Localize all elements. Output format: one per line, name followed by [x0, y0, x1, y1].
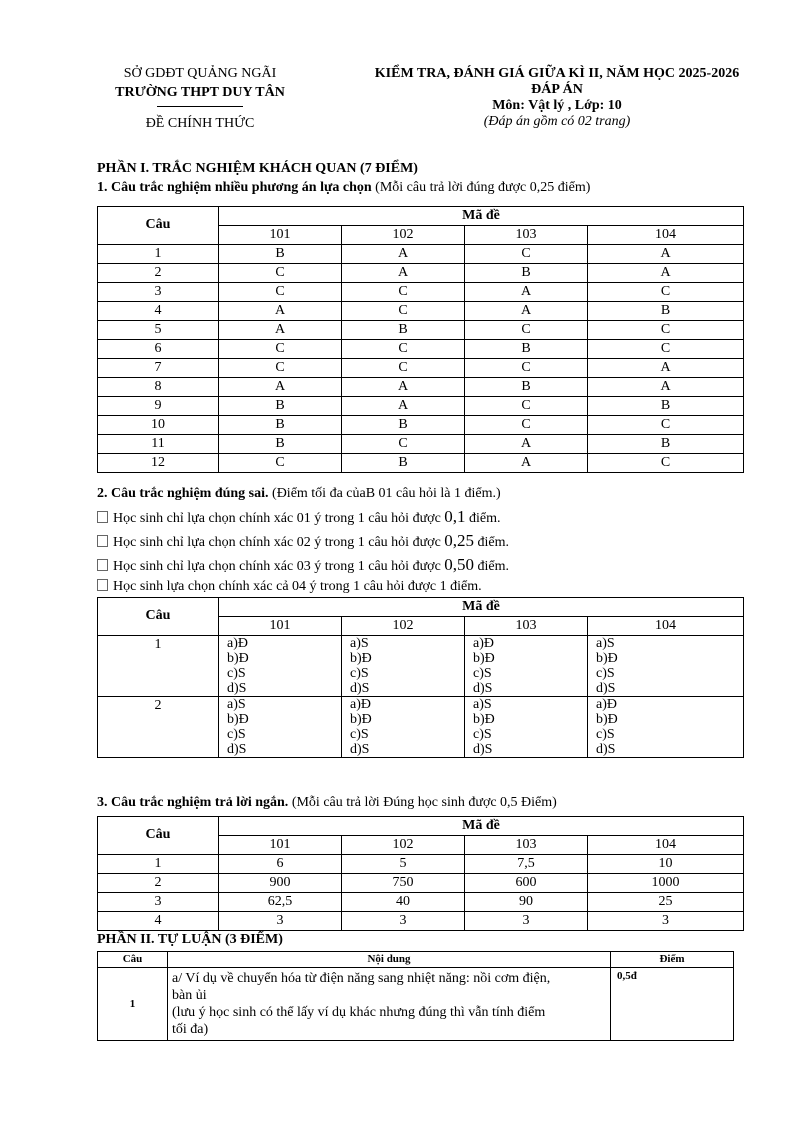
answer-cell: B — [342, 321, 465, 340]
question-number: 1 — [98, 636, 219, 697]
checkbox-icon — [97, 511, 108, 523]
table-row — [98, 968, 734, 1041]
sa-heading-note: (Mỗi câu trả lời Đúng học sinh được 0,5 Điểm) — [288, 795, 557, 810]
statement-answer: d)S — [596, 742, 616, 757]
statement-answer: d)S — [227, 742, 247, 757]
statement-answer: b)Đ — [596, 651, 618, 666]
table-row — [98, 264, 744, 283]
table-row — [98, 245, 744, 264]
points-cell: 0,5đ — [611, 968, 734, 1041]
answer-cell: 600 — [465, 874, 588, 893]
tf-rule-2 — [97, 531, 509, 551]
dept-name: SỞ GDĐT QUẢNG NGÃI — [123, 66, 277, 81]
answer-cell: B — [588, 397, 744, 416]
question-number: 5 — [98, 321, 219, 340]
code-102: 102 — [342, 836, 465, 855]
mc-heading — [97, 180, 590, 196]
answer-cell: C — [219, 264, 342, 283]
answer-cell: B — [342, 454, 465, 473]
answer-cell: C — [588, 340, 744, 359]
answer-cell: B — [465, 264, 588, 283]
answer-cell — [342, 697, 465, 758]
question-number: 11 — [98, 435, 219, 454]
school-name: TRƯỜNG THPT DUY TÂN — [115, 85, 285, 100]
answer-cell: A — [342, 397, 465, 416]
code-104: 104 — [588, 836, 744, 855]
answer-cell: C — [219, 359, 342, 378]
answer-cell: C — [465, 397, 588, 416]
statement-answer: a)Đ — [350, 697, 371, 712]
answer-cell: C — [342, 435, 465, 454]
answer-cell: 3 — [465, 912, 588, 931]
answer-cell — [465, 697, 588, 758]
answer-cell: B — [219, 397, 342, 416]
question-number: 9 — [98, 397, 219, 416]
answer-cell: C — [588, 416, 744, 435]
header-left — [98, 66, 302, 132]
code-103: 103 — [465, 836, 588, 855]
answer-cell: C — [342, 302, 465, 321]
answer-cell — [588, 636, 744, 697]
checkbox-icon — [97, 579, 108, 591]
answer-cell — [465, 636, 588, 697]
question-number: 12 — [98, 454, 219, 473]
table-row — [98, 697, 744, 758]
answer-cell: A — [219, 321, 342, 340]
table-row — [98, 321, 744, 340]
answer-cell: A — [342, 378, 465, 397]
statement-answer: b)Đ — [473, 651, 495, 666]
table-row — [98, 397, 744, 416]
answer-cell: 40 — [342, 893, 465, 912]
answer-cell: B — [588, 302, 744, 321]
col-cau: Câu — [98, 207, 219, 245]
statement-answer: c)S — [350, 666, 369, 681]
mc-answer-table — [97, 206, 744, 473]
official-label: ĐỀ CHÍNH THỨC — [145, 116, 255, 131]
answer-cell: 10 — [588, 855, 744, 874]
answer-cell — [342, 636, 465, 697]
question-number: 2 — [98, 264, 219, 283]
question-number: 2 — [98, 874, 219, 893]
answer-content — [168, 968, 611, 1041]
tf-rule-unit: điểm. — [474, 535, 510, 550]
statement-answer: a)Đ — [473, 636, 494, 651]
tf-heading-note: (Điểm tối đa củaB 01 câu hỏi là 1 điểm.) — [268, 486, 501, 501]
sa-answer-table — [97, 816, 744, 931]
question-number: 7 — [98, 359, 219, 378]
statement-answer: b)Đ — [596, 712, 618, 727]
checkbox-icon — [97, 559, 108, 571]
table-row — [98, 874, 744, 893]
answer-cell: B — [465, 378, 588, 397]
sa-heading — [97, 795, 557, 811]
col-made: Mã đề — [219, 598, 744, 617]
answer-cell: C — [588, 283, 744, 302]
statement-answer: c)S — [596, 666, 615, 681]
answer-cell — [219, 636, 342, 697]
answer-cell: C — [465, 245, 588, 264]
question-number: 2 — [98, 697, 219, 758]
table-row — [98, 302, 744, 321]
answer-cell: C — [342, 340, 465, 359]
col-made: Mã đề — [219, 207, 744, 226]
statement-answer: b)Đ — [473, 712, 495, 727]
answer-cell: C — [588, 454, 744, 473]
statement-answer: a)S — [227, 697, 246, 712]
code-103: 103 — [465, 617, 588, 636]
col-cau: Câu — [98, 952, 168, 968]
question-number: 1 — [98, 245, 219, 264]
statement-answer: a)S — [596, 636, 615, 651]
statement-answer: d)S — [227, 681, 247, 696]
col-points: Điểm — [611, 952, 734, 968]
answer-cell: B — [342, 416, 465, 435]
tf-heading — [97, 486, 501, 502]
checkbox-icon — [97, 535, 108, 547]
answer-cell: A — [465, 435, 588, 454]
table-row — [98, 893, 744, 912]
essay-header-row — [98, 952, 734, 968]
tf-rule-text: Học sinh lựa chọn chính xác cả 04 ý trong 1 câu hỏi được 1 điểm. — [113, 579, 482, 594]
tf-rule-unit: điểm. — [465, 511, 501, 526]
answer-cell: 3 — [219, 912, 342, 931]
question-number: 3 — [98, 283, 219, 302]
answer-cell: A — [342, 264, 465, 283]
exam-title: KIỂM TRA, ĐÁNH GIÁ GIỮA KÌ II, NĂM HỌC 2025-2026 — [374, 66, 740, 81]
tf-rule-text: Học sinh chỉ lựa chọn chính xác 01 ý trong 1 câu hỏi được — [113, 511, 445, 526]
table-row — [98, 855, 744, 874]
answer-cell: C — [342, 283, 465, 302]
tf-rule-value: 0,25 — [444, 531, 475, 550]
statement-answer: c)S — [473, 727, 492, 742]
answer-cell: C — [219, 283, 342, 302]
page-count-note: (Đáp án gồm có 02 trang) — [483, 114, 631, 130]
answer-cell: C — [219, 340, 342, 359]
answer-cell: A — [588, 378, 744, 397]
mc-header-row — [98, 207, 744, 226]
tf-rule-text: Học sinh chỉ lựa chọn chính xác 03 ý trong 1 câu hỏi được — [113, 559, 445, 574]
table-row — [98, 454, 744, 473]
answer-cell: 6 — [219, 855, 342, 874]
tf-rule-value: 0,1 — [444, 507, 466, 526]
answer-cell: 750 — [342, 874, 465, 893]
statement-answer: d)S — [596, 681, 616, 696]
statement-answer: c)S — [227, 666, 246, 681]
answer-cell: A — [588, 245, 744, 264]
code-104: 104 — [588, 226, 744, 245]
answer-cell: A — [465, 283, 588, 302]
statement-answer: b)Đ — [227, 651, 249, 666]
answer-cell: C — [465, 321, 588, 340]
answer-cell: 62,5 — [219, 893, 342, 912]
content-line: tối đa) — [172, 1022, 209, 1037]
tf-header-row — [98, 598, 744, 617]
header-rule — [157, 106, 243, 107]
answer-cell: B — [219, 245, 342, 264]
answer-cell: 7,5 — [465, 855, 588, 874]
table-row — [98, 416, 744, 435]
col-cau: Câu — [98, 817, 219, 855]
question-number: 4 — [98, 302, 219, 321]
part1-title: PHẦN I. TRẮC NGHIỆM KHÁCH QUAN (7 ĐIỂM) — [97, 161, 418, 176]
question-number: 6 — [98, 340, 219, 359]
tf-rule-unit: điểm. — [474, 559, 510, 574]
statement-answer: b)Đ — [227, 712, 249, 727]
tf-rule-3 — [97, 555, 509, 575]
question-number: 1 — [98, 968, 168, 1041]
answer-cell: B — [465, 340, 588, 359]
answer-cell: A — [588, 264, 744, 283]
code-101: 101 — [219, 226, 342, 245]
answer-cell: C — [219, 454, 342, 473]
header-right — [342, 66, 772, 130]
table-row — [98, 340, 744, 359]
answer-cell — [588, 697, 744, 758]
answer-cell: C — [465, 416, 588, 435]
table-row — [98, 912, 744, 931]
table-row — [98, 636, 744, 697]
answer-cell: B — [219, 435, 342, 454]
question-number: 1 — [98, 855, 219, 874]
table-row — [98, 283, 744, 302]
statement-answer: d)S — [473, 742, 493, 757]
answer-cell: C — [342, 359, 465, 378]
subject-line: Môn: Vật lý , Lớp: 10 — [492, 98, 622, 114]
code-102: 102 — [342, 617, 465, 636]
essay-table — [97, 951, 734, 1041]
statement-answer: a)S — [473, 697, 492, 712]
statement-answer: a)Đ — [596, 697, 617, 712]
statement-answer: d)S — [350, 742, 370, 757]
answer-cell: 1000 — [588, 874, 744, 893]
statement-answer: c)S — [473, 666, 492, 681]
code-101: 101 — [219, 617, 342, 636]
answer-cell: A — [465, 302, 588, 321]
tf-rule-value: 0,50 — [444, 555, 475, 574]
table-row — [98, 378, 744, 397]
answer-cell: A — [588, 359, 744, 378]
mc-heading-note: (Mỗi câu trả lời đúng được 0,25 điểm) — [371, 180, 591, 195]
answer-cell: C — [465, 359, 588, 378]
statement-answer: c)S — [227, 727, 246, 742]
code-104: 104 — [588, 617, 744, 636]
sa-header-row — [98, 817, 744, 836]
table-row — [98, 359, 744, 378]
answer-cell — [219, 697, 342, 758]
answer-cell: C — [588, 321, 744, 340]
question-number: 10 — [98, 416, 219, 435]
answer-cell: 90 — [465, 893, 588, 912]
tf-rule-text: Học sinh chỉ lựa chọn chính xác 02 ý trong 1 câu hỏi được — [113, 535, 445, 550]
tf-rule-4 — [97, 579, 482, 595]
tf-answer-table — [97, 597, 744, 758]
answer-cell: 900 — [219, 874, 342, 893]
content-line: bàn ủi — [172, 988, 207, 1003]
statement-answer: b)Đ — [350, 651, 372, 666]
code-102: 102 — [342, 226, 465, 245]
answer-cell: A — [219, 378, 342, 397]
part2-title: PHẦN II. TỰ LUẬN (3 ĐIỂM) — [97, 932, 283, 947]
col-cau: Câu — [98, 598, 219, 636]
code-103: 103 — [465, 226, 588, 245]
question-number: 8 — [98, 378, 219, 397]
code-101: 101 — [219, 836, 342, 855]
statement-answer: d)S — [473, 681, 493, 696]
answer-cell: 3 — [588, 912, 744, 931]
answer-cell: B — [588, 435, 744, 454]
col-content: Nội dung — [168, 952, 611, 968]
answer-cell: B — [219, 416, 342, 435]
answer-cell: 3 — [342, 912, 465, 931]
answer-cell: A — [465, 454, 588, 473]
table-row — [98, 435, 744, 454]
statement-answer: c)S — [350, 727, 369, 742]
content-line: (lưu ý học sinh có thể lấy ví dụ khác nhưng đúng thì vẫn tính điểm — [172, 1005, 546, 1020]
statement-answer: a)S — [350, 636, 369, 651]
statement-answer: c)S — [596, 727, 615, 742]
answer-cell: A — [219, 302, 342, 321]
tf-rule-1 — [97, 507, 501, 527]
answer-key-label: ĐÁP ÁN — [531, 82, 583, 98]
sa-heading-bold: 3. Câu trắc nghiệm trả lời ngắn. — [97, 795, 289, 810]
answer-cell: 5 — [342, 855, 465, 874]
mc-heading-bold: 1. Câu trắc nghiệm nhiều phương án lựa chọn — [97, 180, 372, 195]
question-number: 4 — [98, 912, 219, 931]
content-line: a/ Ví dụ về chuyển hóa từ điện năng sang nhiệt năng: nồi cơm điện, — [172, 971, 551, 986]
answer-cell: 25 — [588, 893, 744, 912]
statement-answer: d)S — [350, 681, 370, 696]
col-made: Mã đề — [219, 817, 744, 836]
question-number: 3 — [98, 893, 219, 912]
tf-heading-bold: 2. Câu trắc nghiệm đúng sai. — [97, 486, 269, 501]
statement-answer: a)Đ — [227, 636, 248, 651]
statement-answer: b)Đ — [350, 712, 372, 727]
answer-cell: A — [342, 245, 465, 264]
